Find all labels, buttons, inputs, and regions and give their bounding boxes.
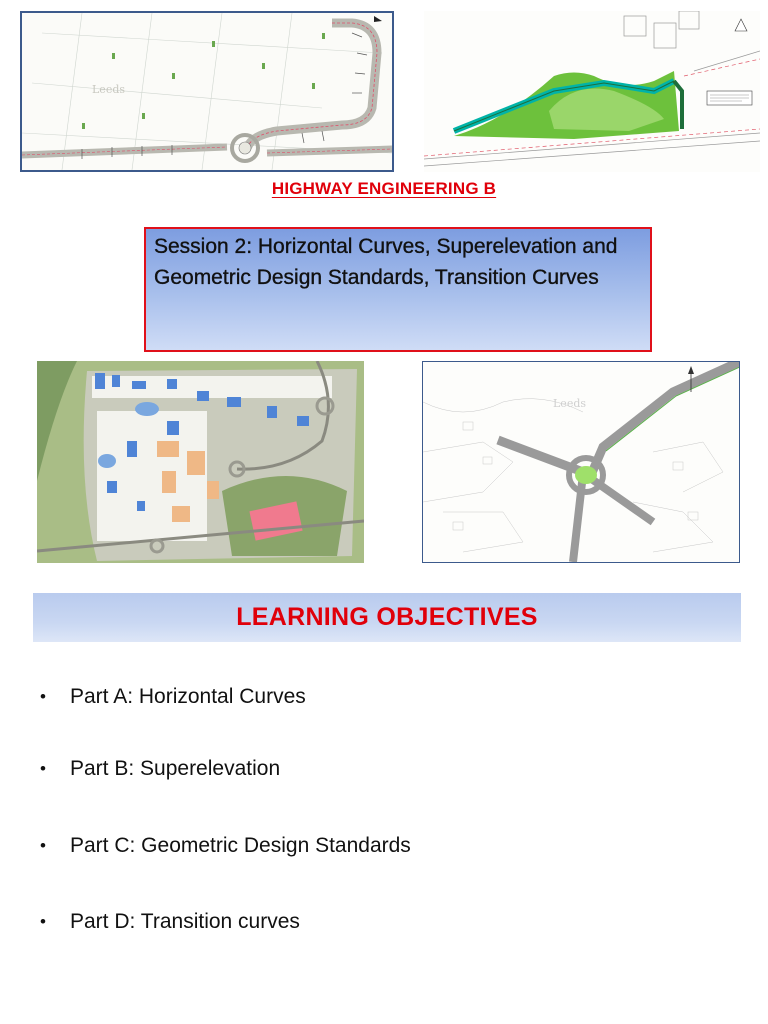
bullet-icon: • (40, 912, 46, 931)
objective-item (40, 910, 300, 934)
objective-item (40, 834, 411, 858)
session-title-box (144, 227, 652, 352)
road-layout-drawing (20, 11, 394, 172)
objective-item (40, 685, 306, 709)
leeds-watermark: Leeds (553, 397, 587, 410)
objective-text: Part C: Geometric Design Standards (70, 834, 411, 857)
objective-text: Part B: Superelevation (70, 757, 281, 780)
session-title: Session 2: Horizontal Curves, Superelevation and Geometric Design Standards, Transition Curves (154, 235, 618, 289)
objective-text: Part D: Transition curves (70, 910, 300, 933)
junction-plan-drawing (422, 361, 740, 563)
leeds-watermark: Leeds (92, 83, 126, 96)
objectives-header-bar (33, 593, 741, 642)
bullet-icon: • (40, 687, 46, 706)
bullet-icon: • (40, 836, 46, 855)
junction-landscape-drawing (424, 11, 760, 172)
objectives-heading: LEARNING OBJECTIVES (236, 603, 538, 631)
objective-text: Part A: Horizontal Curves (70, 685, 306, 708)
objective-item (40, 757, 280, 781)
masterplan-aerial-image (37, 361, 364, 563)
bullet-icon: • (40, 759, 46, 778)
document-title: HIGHWAY ENGINEERING B (271, 179, 497, 198)
